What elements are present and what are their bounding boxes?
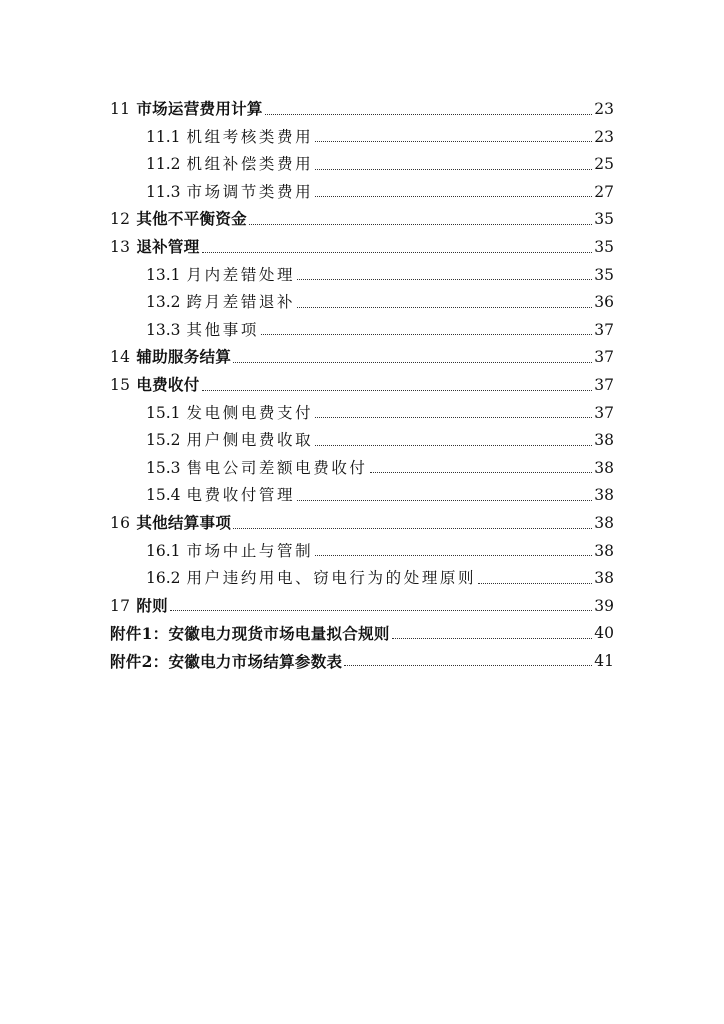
toc-entry-number: 16.1 bbox=[146, 541, 181, 560]
toc-entry[interactable] bbox=[110, 421, 614, 449]
toc-entry-page: 37 bbox=[594, 320, 614, 339]
toc-entry-title bbox=[146, 433, 313, 449]
toc-entry[interactable] bbox=[110, 283, 614, 311]
toc-entry-title bbox=[146, 127, 314, 146]
toc-entry-text: 用户违约用电、窃电行为的处理原则 bbox=[186, 569, 477, 588]
dot-leader bbox=[202, 252, 593, 253]
toc-entry-text: 月内差错处理 bbox=[186, 265, 296, 284]
toc-entry-page: 38 bbox=[594, 514, 614, 532]
dot-leader bbox=[297, 279, 592, 280]
toc-entry[interactable] bbox=[110, 614, 614, 642]
dot-leader bbox=[315, 141, 592, 142]
toc-entry-number: 11 bbox=[110, 100, 131, 119]
toc-entry[interactable] bbox=[110, 145, 614, 173]
dot-leader bbox=[202, 390, 593, 391]
toc-entry-title bbox=[110, 595, 168, 615]
toc-entry[interactable] bbox=[110, 256, 614, 284]
toc-entry-text: 发电侧电费支付 bbox=[186, 403, 314, 422]
toc-entry-number: 13.3 bbox=[146, 320, 181, 339]
toc-entry-page: 40 bbox=[594, 624, 614, 643]
toc-entry-text: 售电公司差额电费收付 bbox=[186, 458, 368, 477]
toc-entry-text: 其他不平衡资金 bbox=[136, 209, 247, 229]
toc-entry-page: 37 bbox=[594, 376, 614, 395]
toc-entry-number: 13.2 bbox=[146, 293, 181, 312]
toc-entry-title bbox=[110, 515, 231, 532]
toc-entry[interactable] bbox=[110, 228, 614, 256]
dot-leader bbox=[478, 583, 592, 584]
toc-entry[interactable] bbox=[110, 587, 614, 615]
toc-entry-number: 15.1 bbox=[146, 403, 181, 422]
toc-entry-page: 38 bbox=[594, 431, 614, 450]
toc-entry-number: 15.2 bbox=[146, 431, 181, 450]
toc-entry[interactable] bbox=[110, 449, 614, 477]
toc-entry-page: 36 bbox=[594, 293, 614, 312]
dot-leader bbox=[265, 114, 593, 115]
toc-entry[interactable] bbox=[110, 90, 614, 118]
toc-entry-page: 37 bbox=[594, 403, 614, 422]
toc-entry-text: 市场中止与管制 bbox=[186, 541, 314, 560]
toc-entry-number: 16.2 bbox=[146, 569, 181, 588]
dot-leader bbox=[315, 555, 592, 556]
toc-entry[interactable] bbox=[110, 476, 614, 504]
toc-entry-page: 35 bbox=[594, 238, 614, 257]
toc-entry-number: 11.2 bbox=[146, 155, 181, 174]
toc-entry-text: 市场调节类费用 bbox=[186, 182, 314, 201]
toc-entry-page: 38 bbox=[594, 458, 614, 477]
toc-entry[interactable] bbox=[110, 532, 614, 560]
toc-entry-title bbox=[110, 239, 200, 256]
toc-entry-title bbox=[146, 488, 295, 504]
toc-entry[interactable] bbox=[110, 173, 614, 201]
toc-entry-text: 辅助服务结算 bbox=[136, 347, 232, 367]
toc-entry-text: 附则 bbox=[136, 595, 168, 615]
toc-entry[interactable] bbox=[110, 338, 614, 366]
dot-leader bbox=[315, 169, 592, 170]
toc-entry-text: 其他事项 bbox=[186, 320, 259, 339]
toc-entry-page: 41 bbox=[594, 651, 614, 670]
toc-entry-title bbox=[110, 377, 200, 394]
toc-entry-page: 27 bbox=[594, 182, 614, 201]
dot-leader bbox=[370, 472, 593, 473]
toc-entry-text: 电费收付 bbox=[136, 375, 200, 395]
toc-entry-page: 23 bbox=[594, 127, 614, 146]
toc-entry-title bbox=[146, 458, 368, 477]
toc-entry-number: 15 bbox=[110, 376, 131, 395]
toc-entry[interactable] bbox=[110, 200, 614, 228]
toc-entry[interactable] bbox=[110, 642, 614, 670]
toc-entry-page: 38 bbox=[594, 569, 614, 588]
dot-leader bbox=[170, 610, 592, 611]
toc-entry-number: 16 bbox=[110, 514, 131, 532]
toc-entry[interactable] bbox=[110, 118, 614, 146]
dot-leader bbox=[392, 638, 593, 639]
dot-leader bbox=[297, 307, 592, 308]
toc-entry-text: 安徽电力市场结算参数表 bbox=[168, 651, 343, 671]
toc-entry-title bbox=[146, 320, 259, 339]
toc-entry-title bbox=[110, 101, 263, 118]
toc-entry-number: 12 bbox=[110, 210, 131, 229]
toc-entry-number: 17 bbox=[110, 596, 131, 615]
dot-leader bbox=[315, 445, 592, 446]
toc-entry[interactable] bbox=[110, 394, 614, 422]
toc-entry-number: 11.3 bbox=[146, 182, 181, 201]
toc-entry-number: 14 bbox=[110, 348, 131, 367]
toc-entry-page: 38 bbox=[594, 486, 614, 505]
toc-entry-text: 机组考核类费用 bbox=[186, 127, 314, 146]
dot-leader bbox=[344, 665, 592, 666]
toc-entry-page: 25 bbox=[594, 155, 614, 174]
toc-entry-text: 安徽电力现货市场电量拟合规则 bbox=[168, 624, 390, 644]
toc-entry-title bbox=[110, 349, 231, 366]
toc-entry-number: 13 bbox=[110, 238, 131, 257]
dot-leader bbox=[233, 528, 592, 529]
toc-entry-text: 跨月差错退补 bbox=[186, 293, 296, 312]
toc-entry-title bbox=[146, 295, 295, 311]
dot-leader bbox=[249, 224, 592, 225]
toc-entry-title bbox=[146, 403, 314, 422]
dot-leader bbox=[315, 417, 592, 418]
toc-entry[interactable] bbox=[110, 504, 614, 532]
toc-entry[interactable] bbox=[110, 559, 614, 587]
dot-leader bbox=[297, 500, 592, 501]
toc-entry-text: 退补管理 bbox=[136, 237, 200, 257]
dot-leader bbox=[261, 334, 592, 335]
toc-entry-text: 市场运营费用计算 bbox=[136, 99, 263, 119]
toc-entry-title bbox=[110, 626, 390, 642]
toc-entry-title bbox=[146, 265, 296, 284]
toc-entry-title bbox=[146, 571, 476, 587]
dot-leader bbox=[233, 362, 592, 363]
toc-entry-number: 附件1： bbox=[110, 624, 169, 644]
toc-entry-page: 23 bbox=[594, 100, 614, 119]
toc-entry-page: 39 bbox=[594, 596, 614, 615]
toc-entry-title bbox=[146, 182, 314, 201]
toc-entry-number: 15.4 bbox=[146, 486, 181, 505]
toc-entry-title bbox=[146, 541, 314, 560]
toc-entry-number: 附件2： bbox=[110, 651, 169, 671]
toc-entry-number: 13.1 bbox=[146, 265, 181, 284]
toc-entry[interactable] bbox=[110, 311, 614, 339]
toc-entry-page: 37 bbox=[594, 348, 614, 367]
dot-leader bbox=[315, 196, 592, 197]
toc-entry-page: 35 bbox=[594, 210, 614, 229]
toc-entry-page: 35 bbox=[594, 265, 614, 284]
toc-entry[interactable] bbox=[110, 366, 614, 394]
toc-entry-page: 38 bbox=[594, 541, 614, 560]
table-of-contents bbox=[110, 90, 614, 669]
toc-entry-number: 11.1 bbox=[146, 127, 181, 146]
toc-entry-text: 电费收付管理 bbox=[186, 486, 296, 505]
toc-entry-title bbox=[110, 651, 343, 671]
toc-entry-number: 15.3 bbox=[146, 458, 181, 477]
toc-entry-title bbox=[146, 157, 313, 173]
toc-entry-text: 机组补偿类费用 bbox=[186, 155, 314, 174]
toc-entry-text: 其他结算事项 bbox=[136, 513, 232, 532]
toc-entry-title bbox=[110, 211, 247, 228]
toc-entry-text: 用户侧电费收取 bbox=[186, 431, 314, 450]
